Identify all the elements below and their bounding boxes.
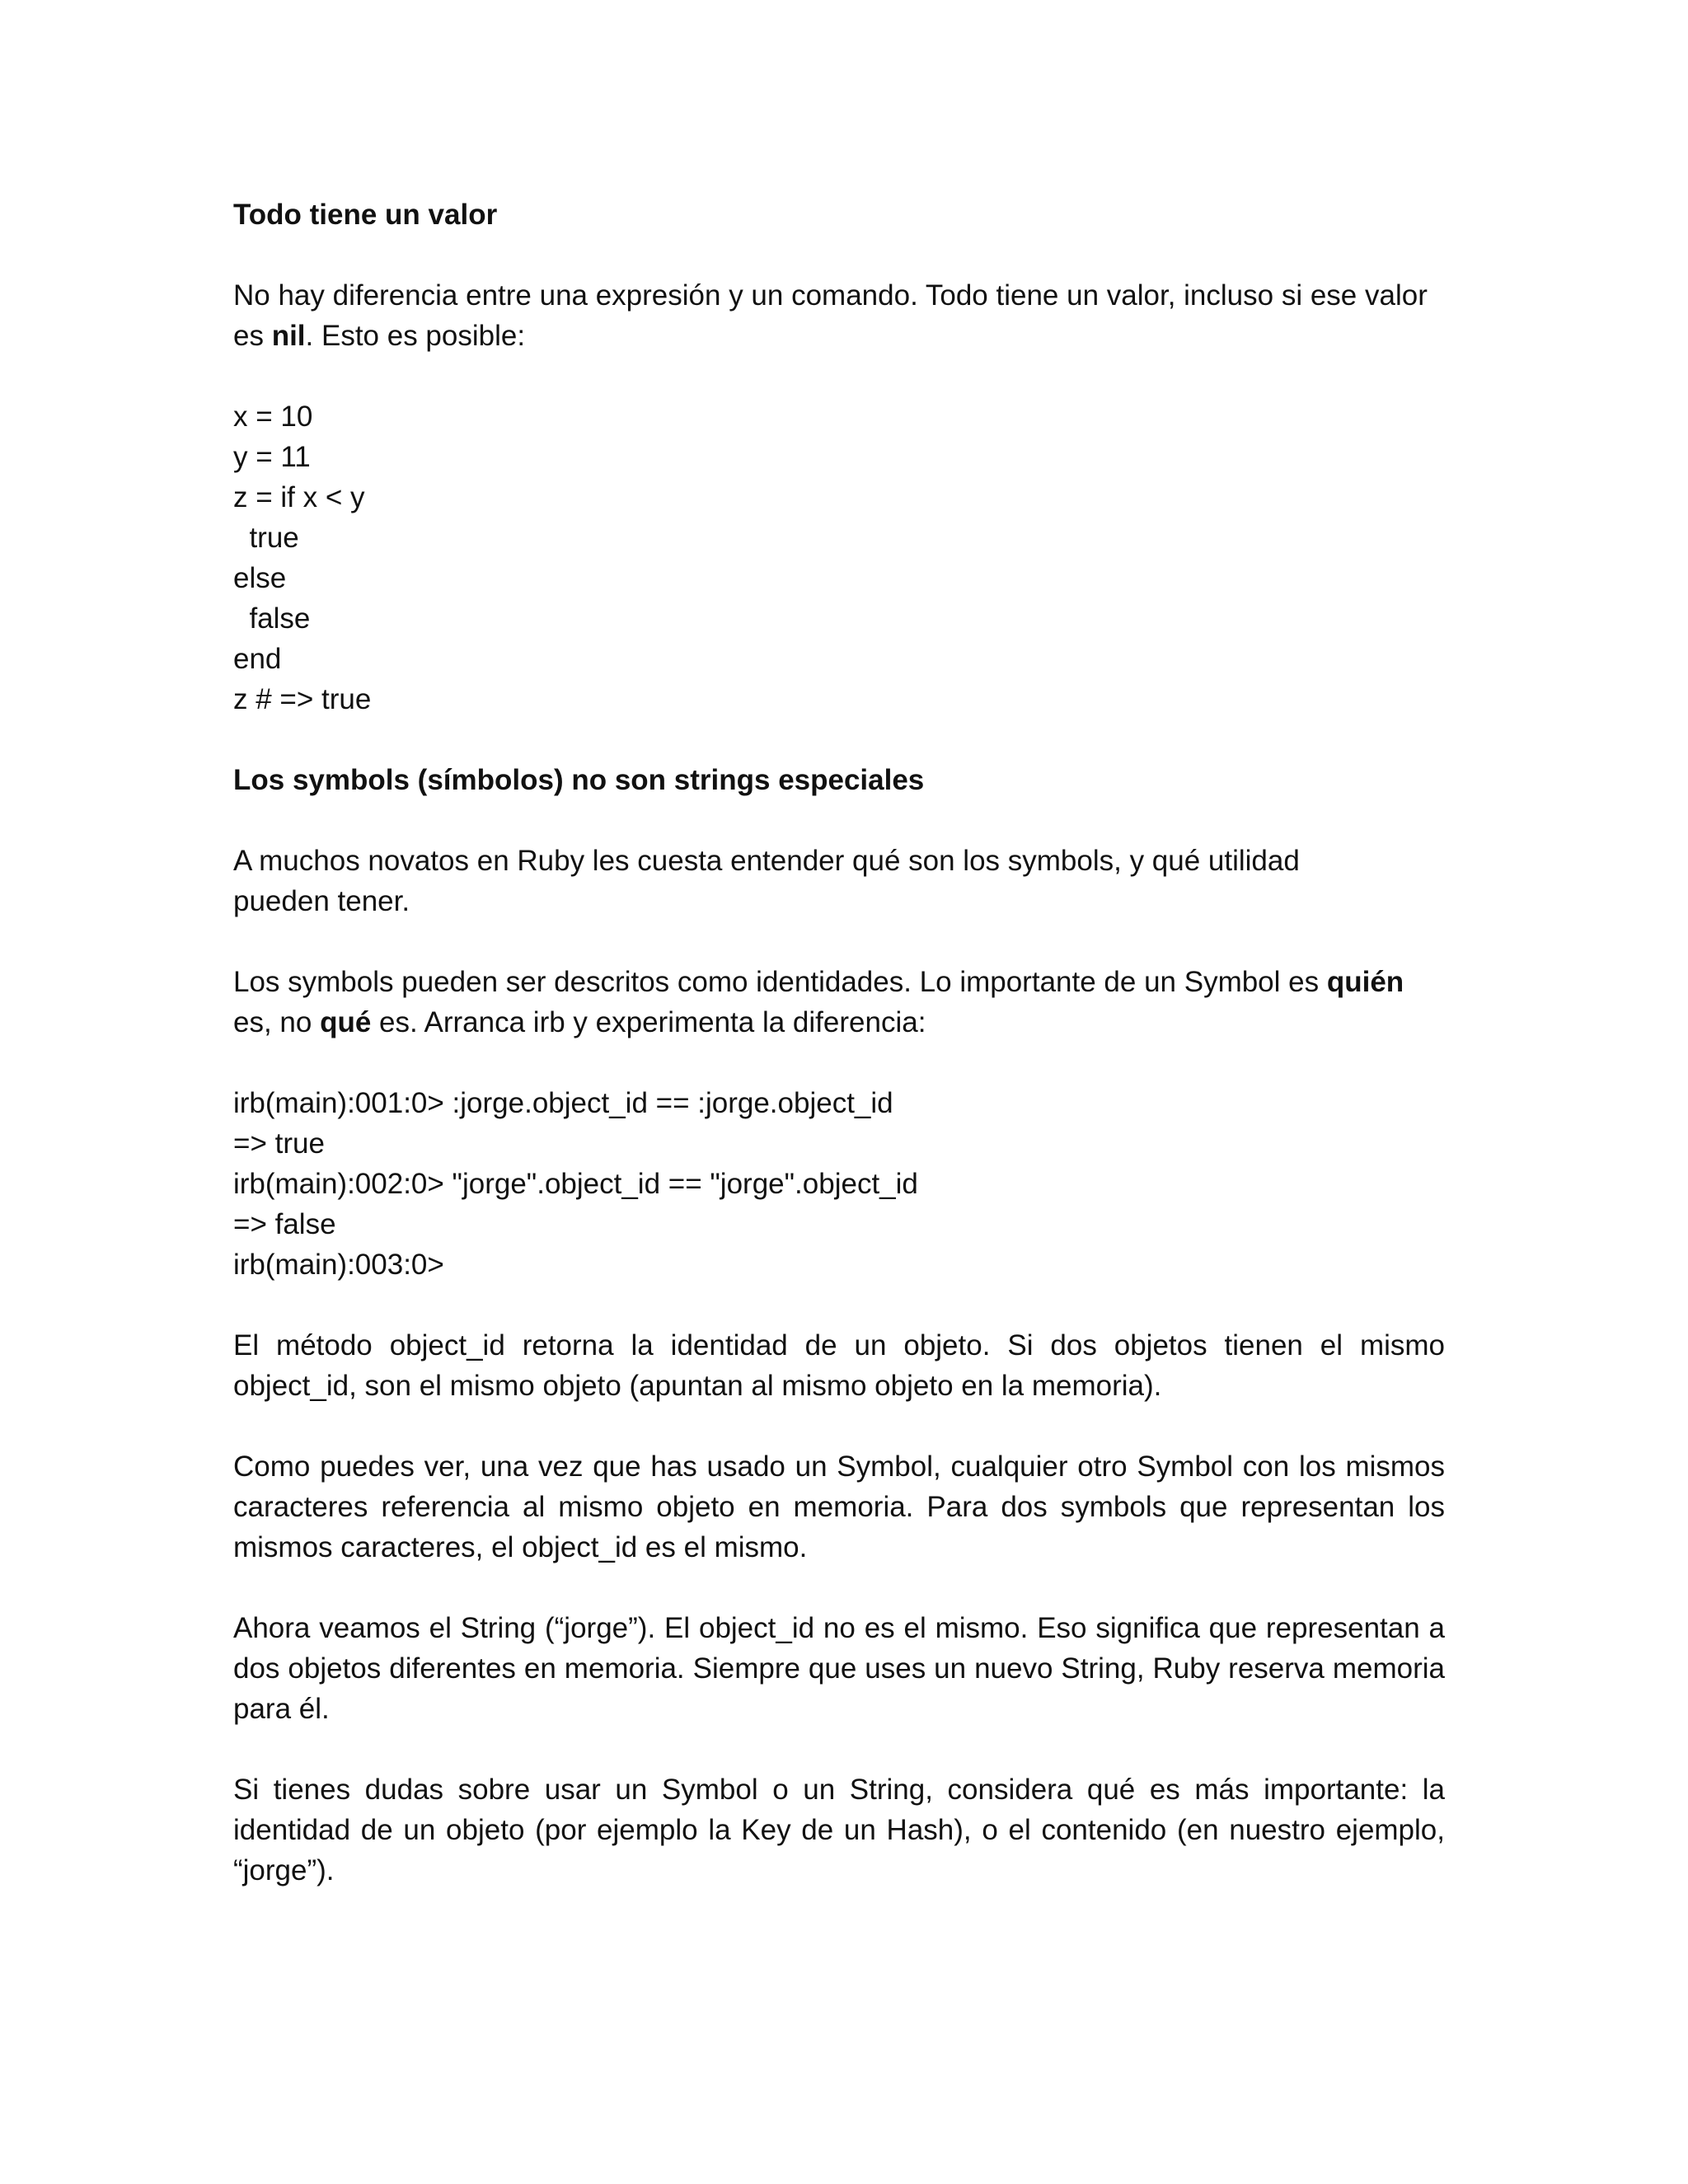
paragraph-dudas: Si tienes dudas sobre usar un Symbol o un String, considera qué es más importante: la identidad de un objeto (por ejemplo la Key de un Hash), o el contenido (en nuestro ejemplo, “jorge”). (233, 1774, 1445, 1886)
code-line: x = 10 (233, 401, 313, 433)
spacer (233, 356, 1445, 396)
paragraph-text: No hay diferencia entre una expresión y un comando. Todo tiene un valor, incluso si ese valor es (233, 279, 1428, 352)
irb-line: irb(main):002:0> "jorge".object_id == "jorge".object_id (233, 1168, 918, 1200)
spacer (233, 1729, 1445, 1769)
spacer (233, 1285, 1445, 1325)
section-heading-symbols: Los symbols (símbolos) no son strings especiales (233, 764, 925, 796)
irb-line: => true (233, 1127, 325, 1160)
irb-line: => false (233, 1208, 336, 1240)
section-heading-todo-tiene-un-valor: Todo tiene un valor (233, 199, 498, 231)
paragraph-object-id: El método object_id retorna la identidad de un objeto. Si dos objetos tienen el mismo object_id, son el mismo objeto (apuntan al mismo objeto en la memoria). (233, 1329, 1445, 1402)
bold-nil: nil (271, 320, 306, 352)
paragraph-novatos: A muchos novatos en Ruby les cuesta entender qué son los symbols, y qué utilidad pueden tener. (233, 845, 1300, 917)
code-line: y = 11 (233, 441, 311, 473)
document-page (233, 194, 1445, 1891)
paragraph-text: . Esto es posible: (305, 320, 526, 352)
spacer (233, 1406, 1445, 1446)
spacer (233, 719, 1445, 760)
spacer (233, 235, 1445, 275)
paragraph-intro (233, 275, 1437, 356)
code-block-if-example (233, 396, 1445, 719)
irb-line: irb(main):003:0> (233, 1249, 444, 1281)
code-block-irb (233, 1083, 1445, 1285)
code-line: false (233, 602, 311, 635)
spacer (233, 921, 1445, 962)
spacer (233, 1568, 1445, 1608)
paragraph-text: es, no (233, 1006, 321, 1038)
bold-que: qué (320, 1006, 372, 1038)
code-line: else (233, 562, 287, 594)
spacer (233, 1043, 1445, 1083)
irb-line: irb(main):001:0> :jorge.object_id == :jorge.object_id (233, 1087, 893, 1119)
paragraph-string: Ahora veamos el String (“jorge”). El object_id no es el mismo. Eso significa que representan a dos objetos diferentes en memoria. Siempre que uses un nuevo String, Ruby reserva memoria para él. (233, 1612, 1445, 1725)
code-line: end (233, 643, 282, 675)
paragraph-como-puedes-ver: Como puedes ver, una vez que has usado un Symbol, cualquier otro Symbol con los mismos caracteres referencia al mismo objeto en memoria. Para dos symbols que representan los mismos caracteres, el object_id es el mismo. (233, 1451, 1445, 1563)
code-line: z = if x < y (233, 481, 365, 513)
code-line: true (233, 522, 299, 554)
code-line: z # => true (233, 683, 372, 715)
bold-quien: quién (1326, 966, 1404, 998)
paragraph-identidades (233, 962, 1445, 1043)
spacer (233, 800, 1445, 841)
paragraph-text: Los symbols pueden ser descritos como identidades. Lo importante de un Symbol es (233, 966, 1327, 998)
paragraph-text: es. Arranca irb y experimenta la diferencia: (371, 1006, 926, 1038)
